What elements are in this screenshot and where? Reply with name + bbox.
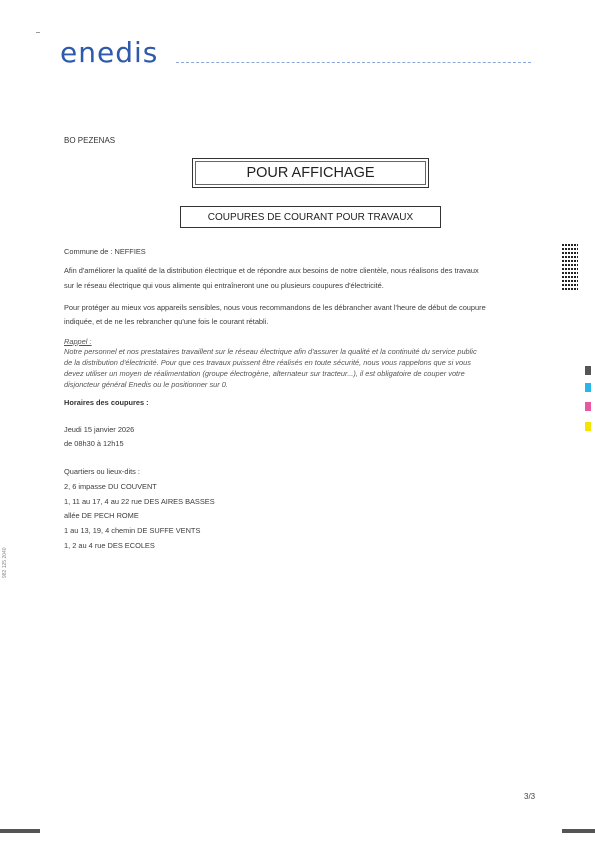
print-swatch-magenta [585,402,591,411]
notice-subtitle: COUPURES DE COURANT POUR TRAVAUX [207,211,414,223]
notice-title: POUR AFFICHAGE [246,165,375,181]
notice-subtitle-box [180,206,441,228]
locations-heading: Quartiers ou lieux-dits : [64,467,140,476]
rappel-line-2: de la distribution d'électricité. Pour que ces travaux puissent être réalisés en toute sécurité, nous vous rappelons que si vous [64,358,471,367]
location-item: 1, 2 au 4 rue DES ECOLES [64,541,155,550]
footer-bar-right [562,829,595,833]
print-swatch-cyan [585,383,591,392]
datamatrix-code [561,242,578,292]
intro-line-2: sur le réseau électrique qui vous alimente qui entraîneront une ou plusieurs coupures d'électricité. [64,281,384,290]
advice-line-2: indiquée, et de ne les rebrancher qu'une fois le courant rétabli. [64,317,269,326]
rappel-line-1: Notre personnel et nos prestataires travaillent sur le réseau électrique afin d'assurer la qualité et la continuité du service public [64,347,477,356]
advice-line-1: Pour protéger au mieux vos appareils sensibles, nous vous recommandons de les débrancher avant l'heure de début de coupure [64,303,486,312]
logo-divider [176,62,531,63]
enedis-logo: enedis [60,36,159,69]
commune-line: Commune de : NEFFIES [64,247,146,256]
schedule-date: Jeudi 15 janvier 2026 [64,425,135,434]
location-item: 2, 6 impasse DU COUVENT [64,482,157,491]
location-item: allée DE PECH ROME [64,511,139,520]
schedule-heading: Horaires des coupures : [64,398,149,407]
top-corner-mark [36,32,40,33]
rappel-line-3: devez utiliser un moyen de réalimentation (groupe électrogène, alternateur sur tracteur...), il est obligatoire de couper votre [64,369,465,378]
notice-title-box [192,158,429,188]
rappel-line-4: disjoncteur général Enedis ou le positionner sur 0. [64,380,228,389]
side-reference-code: 982 125 2040 [2,547,8,578]
rappel-heading: Rappel : [64,337,92,346]
schedule-hours: de 08h30 à 12h15 [64,439,124,448]
sender-label: BO PEZENAS [64,136,116,145]
location-item: 1 au 13, 19, 4 chemin DE SUFFE VENTS [64,526,201,535]
location-item: 1, 11 au 17, 4 au 22 rue DES AIRES BASSES [64,497,215,506]
print-swatch-yellow [585,422,591,431]
intro-line-1: Afin d'améliorer la qualité de la distribution électrique et de répondre aux besoins de notre clientèle, nous réalisons des travaux [64,266,479,275]
page-number: 3/3 [524,792,536,801]
print-swatch-black [585,366,591,375]
footer-bar-left [0,829,40,833]
